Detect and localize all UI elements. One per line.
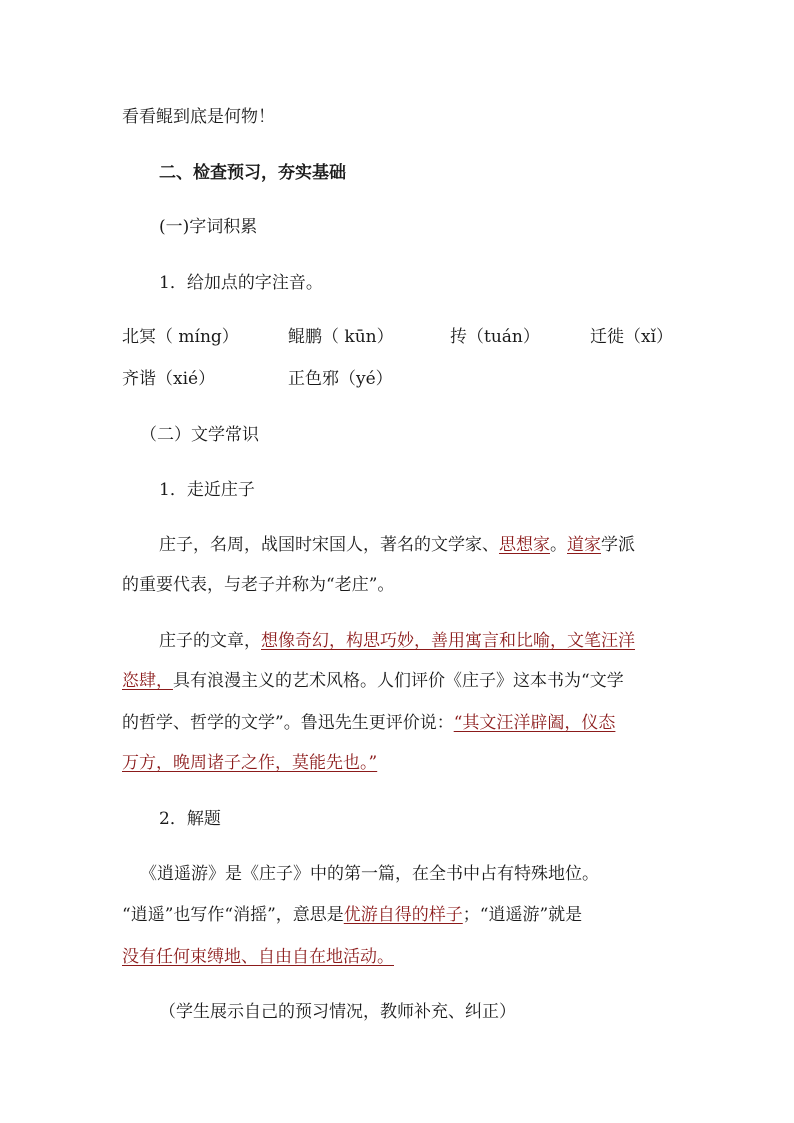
- pinyin-item: 北冥（ míng）: [122, 327, 239, 347]
- paragraph-3-line-2: “逍遥”也写作“消摇”，意思是优游自得的样子；“逍遥游”就是: [122, 905, 583, 925]
- highlight-meaning: 优游自得的样子: [343, 905, 463, 925]
- highlight-luxun-quote: “其文汪洋辟阖，仪态: [453, 713, 616, 733]
- paragraph-3-line-3: [122, 946, 394, 968]
- paragraph-2-line-2: 恣肆，具有浪漫主义的艺术风格。人们评价《庄子》这本书为“文学: [122, 671, 624, 691]
- sub1-title: (一)字词积累: [159, 217, 258, 237]
- pinyin-item: 鲲鹏（ kūn）: [288, 327, 394, 347]
- intro-line: 看看鲲到底是何物！: [122, 107, 275, 127]
- pinyin-item: 正色邪（yé）: [288, 369, 393, 389]
- sub2-title: （二）文学常识: [140, 425, 259, 445]
- highlight-definition: 没有任何束缚地、自由自在地活动。: [122, 947, 394, 967]
- highlight-style: 想像奇幻，构思巧妙，善用寓言和比喻，文笔汪洋: [261, 631, 635, 651]
- teacher-note: （学生展示自己的预习情况，教师补充、纠正）: [159, 1002, 516, 1022]
- item-zhuangzi-title: 1．走近庄子: [159, 480, 255, 500]
- highlight-luxun-quote-cont: 万方，晚周诸子之作，莫能先也。”: [122, 753, 378, 773]
- paragraph-2-line-1: 庄子的文章，想像奇幻，构思巧妙，善用寓言和比喻，文笔汪洋: [159, 631, 635, 651]
- pinyin-item: 齐谐（xié）: [122, 369, 216, 389]
- paragraph-1-line-1: 庄子，名周，战国时宋国人，著名的文学家、思想家。道家学派: [159, 535, 635, 555]
- section2-title: 二、检查预习，夯实基础: [159, 163, 346, 183]
- item1-title: 1．给加点的字注音。: [159, 273, 323, 293]
- highlight-taoist: 道家: [567, 535, 601, 555]
- paragraph-1-line-2: 的重要代表，与老子并称为“老庄”。: [122, 575, 395, 595]
- paragraph-2-line-4: [122, 752, 377, 774]
- item2-title: 2．解题: [159, 809, 221, 829]
- highlight-style-cont: 恣肆，: [122, 671, 173, 691]
- pinyin-item: 迁徙（xǐ）: [590, 327, 674, 347]
- highlight-thinker: 思想家: [499, 535, 550, 555]
- paragraph-2-line-3: 的哲学、哲学的文学”。鲁迅先生更评价说：“其文汪洋辟阖，仪态: [122, 713, 616, 733]
- paragraph-3-line-1: 《逍遥游》是《庄子》中的第一篇，在全书中占有特殊地位。: [140, 864, 599, 884]
- pinyin-item: 抟（tuán）: [450, 327, 540, 347]
